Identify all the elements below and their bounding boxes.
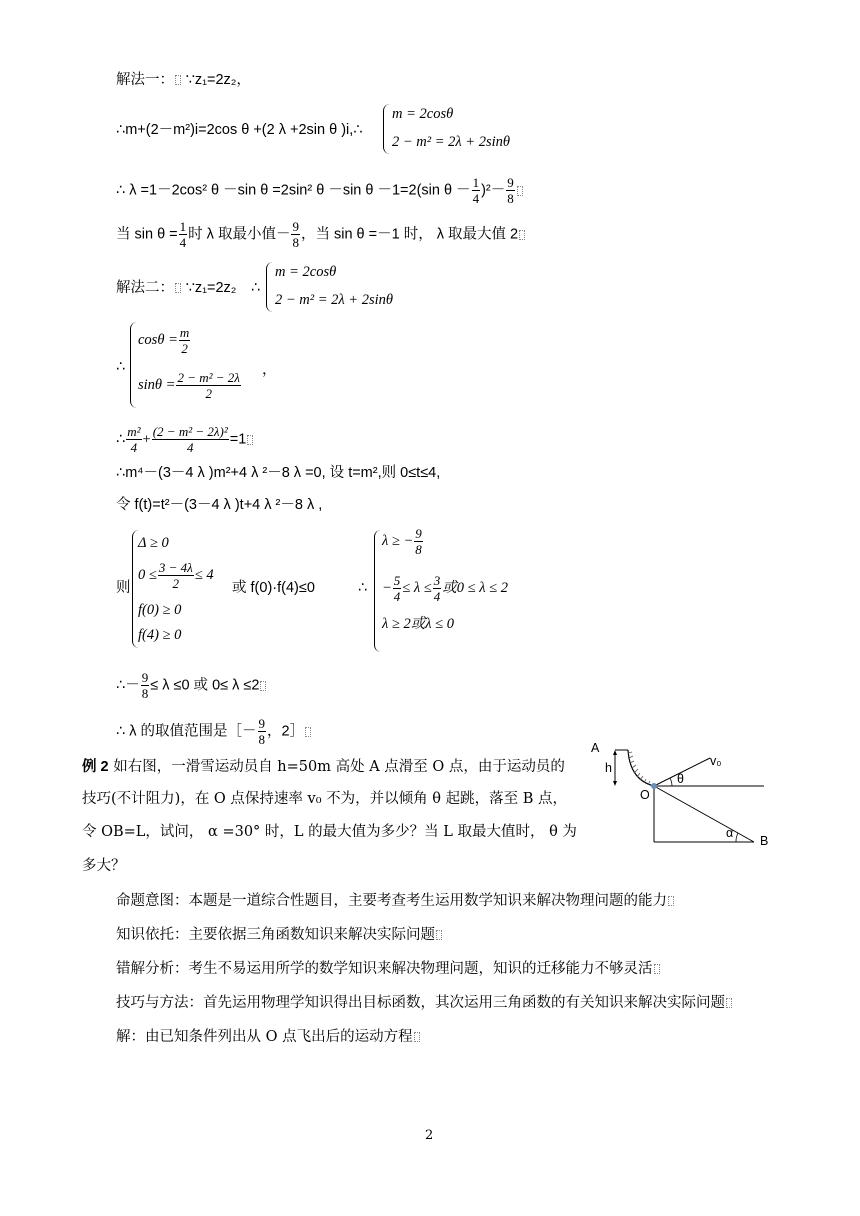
- basis-text: 知识依托：主要依据三角函数知识来解决实际问题: [116, 927, 435, 943]
- equation-text: sinθ =: [138, 376, 176, 393]
- system-5-row-3: λ ≥ 2或λ ≤ 0: [382, 616, 454, 632]
- denominator: 2: [179, 340, 190, 356]
- denominator: 2: [158, 575, 194, 591]
- label-h: h: [605, 761, 612, 775]
- paragraph-mark: [668, 896, 674, 906]
- equation-text: 或0 ≤ λ ≤ 2: [442, 579, 508, 596]
- system-3-top: [138, 325, 191, 356]
- system-4-row-1: Δ ≥ 0: [138, 535, 169, 551]
- equation-text: ≤ λ ≤: [402, 579, 432, 596]
- equation-text: ∴ λ 的取值范围是［－: [116, 723, 257, 740]
- solution1-label: 解法一：: [116, 72, 174, 88]
- ski-jump-figure: [588, 738, 778, 850]
- numerator: 9: [507, 175, 514, 190]
- paragraph-mark: [654, 964, 660, 974]
- denominator: 8: [507, 191, 514, 206]
- therefore-symbol: ∴: [358, 580, 368, 596]
- paragraph-mark: [519, 230, 525, 240]
- fraction: [152, 424, 229, 455]
- given-text: ∵z₁=2z₂: [185, 280, 237, 296]
- equation-text: 当 sin θ =: [116, 226, 178, 243]
- numerator: (2 − m² − 2λ)²: [152, 424, 228, 439]
- fraction: [179, 325, 190, 356]
- numerator: 3 − 4λ: [158, 560, 193, 575]
- denominator: 8: [415, 542, 422, 557]
- denominator: 4: [393, 589, 401, 604]
- fraction: [179, 219, 188, 250]
- equation-text: λ ≥ −: [382, 532, 414, 549]
- denominator: 8: [258, 732, 266, 747]
- equation-text: ，当 sin θ =－1 时， λ 取最大值 2: [300, 226, 519, 243]
- equation-text: ，2］: [267, 723, 305, 740]
- label-theta: θ: [677, 772, 684, 786]
- therefore-symbol: ∴: [116, 359, 126, 375]
- example2-line-2: 技巧(不计阻力)，在 O 点保持速率 v₀ 不为，并以倾角 θ 起跳，落至 B 点，: [82, 791, 567, 807]
- solution1-line: [116, 70, 251, 90]
- fraction: [158, 560, 194, 591]
- system-4-row-4: f(4) ≥ 0: [138, 627, 182, 643]
- range-result: [116, 716, 311, 747]
- or-condition: 或 f(0)·f(4)≤0: [232, 580, 315, 596]
- equation-text: ∴－: [116, 677, 140, 694]
- equation-text: ≤ λ ≤0 或 0≤ λ ≤2: [150, 677, 260, 694]
- numerator: 2 − m² − 2λ: [177, 370, 240, 385]
- numerator: 9: [292, 219, 299, 234]
- therefore-symbol: ∴: [251, 280, 261, 296]
- equation-line-7: ∴ $\frac{\text{m²}}{4}$ + $\frac{\text{(2 − m² − 2λ)²}}{4}$ =1: [116, 424, 253, 455]
- equation-text: )²－: [481, 182, 506, 199]
- label-o: O: [640, 788, 650, 802]
- system-3-bottom: [138, 370, 242, 401]
- paragraph-mark: [726, 998, 732, 1008]
- equation-text: ≤ 4: [194, 566, 214, 583]
- equation-text: cosθ =: [138, 331, 178, 348]
- label-alpha: α: [726, 826, 734, 840]
- equation-text: ∴m+(2－m²)i=2cos θ +(2 λ +2sin θ )i,∴: [116, 122, 363, 138]
- error-text: 错解分析：考生不易运用所学的数学知识来解决物理问题，知识的迁移能力不够灵活: [116, 961, 653, 977]
- fraction: [176, 370, 240, 401]
- brace-system-1: [383, 104, 390, 154]
- numerator: 1: [179, 219, 187, 234]
- then-label: 则: [116, 580, 131, 596]
- point-o: [651, 783, 657, 789]
- system-2-top: m = 2cosθ: [275, 264, 337, 280]
- method-line: [116, 993, 732, 1013]
- intent-line: [116, 891, 674, 911]
- numerator: 1: [472, 175, 480, 190]
- intent-text: 命题意图：本题是一道综合性题目，主要考查考生运用数学知识来解决物理问题的能力: [116, 893, 667, 909]
- equation-text: ∴ λ =1－2cos² θ －sin θ =2sin² θ －sin θ －1=2(sin θ －: [116, 182, 471, 199]
- equation-line-11: [116, 670, 266, 701]
- equation-line-2: [116, 120, 363, 140]
- label-v0: v₀: [710, 754, 722, 768]
- fraction: [126, 424, 141, 455]
- denominator: 8: [141, 686, 149, 701]
- brace-system-2: [266, 262, 273, 312]
- example-label: 例 2: [82, 759, 109, 775]
- fraction: [433, 573, 442, 604]
- solution-line: [116, 1027, 420, 1047]
- numerator: 9: [258, 716, 266, 731]
- label-b: B: [760, 834, 769, 848]
- paragraph-mark: [414, 1032, 420, 1042]
- system-5-row-1: [382, 526, 424, 557]
- method-text: 技巧与方法：首先运用物理学知识得出目标函数，其次运用三角函数的有关知识来解决实际问题: [116, 995, 725, 1011]
- system-5-row-2: [382, 573, 508, 604]
- numerator: m: [179, 325, 190, 340]
- numerator: 5: [393, 573, 401, 588]
- denominator: 4: [179, 235, 187, 250]
- denominator: 4: [152, 439, 229, 455]
- solution-text: 解：由已知条件列出从 O 点飞出后的运动方程: [116, 1029, 413, 1045]
- equation-text: 0 ≤: [138, 566, 157, 583]
- slope-hatching: [628, 752, 650, 785]
- system-4-row-3: f(0) ≥ 0: [138, 602, 182, 618]
- slope-curve: [628, 750, 654, 786]
- theta-arc: [670, 778, 672, 786]
- denominator: 4: [126, 439, 141, 455]
- solution2-line: [116, 278, 260, 298]
- denominator: 4: [433, 589, 441, 604]
- example2-line-4: 多大？: [82, 858, 126, 874]
- example2-line-3: 令 OB=L，试问， α =30° 时，L 的最大值为多少？当 L 取最大值时， θ 为: [82, 824, 577, 840]
- denominator: 2: [176, 385, 240, 401]
- fraction: [506, 175, 515, 206]
- error-line: [116, 959, 660, 979]
- numerator: 9: [141, 670, 149, 685]
- system-4-row-2: [138, 560, 214, 591]
- denominator: 8: [292, 235, 299, 250]
- arrow-head-up: [613, 750, 617, 755]
- system-1-top: m = 2cosθ: [392, 106, 454, 122]
- equation-line-3: [116, 175, 523, 206]
- plus-sign: +: [142, 431, 151, 448]
- equation-line-8: ∴m⁴－(3－4 λ )m²+4 λ ²－8 λ =0, 设 t=m²,则 0≤t≤4,: [116, 465, 441, 481]
- comma: ，: [262, 362, 277, 378]
- page-number: 2: [425, 1128, 434, 1143]
- numerator: m²: [127, 424, 141, 439]
- basis-line: [116, 925, 442, 945]
- incline-line: [654, 786, 754, 842]
- paragraph-mark: [175, 75, 181, 85]
- numerator: 9: [415, 526, 422, 541]
- equation-line-9: 令 f(t)=t²－(3－4 λ )t+4 λ ²－8 λ ,: [116, 497, 323, 513]
- example-text: 如右图，一滑雪运动员自 h=50m 高处 A 点滑至 O 点，由于运动员的: [113, 759, 565, 775]
- alpha-arc: [736, 833, 738, 842]
- paragraph-mark: [517, 186, 523, 196]
- fraction: [472, 175, 481, 206]
- fraction: [258, 716, 267, 747]
- given-text: ∵z₁=2z₂，: [185, 72, 251, 88]
- example2-line-1: [82, 757, 565, 777]
- equation-text: −: [382, 579, 392, 596]
- solution2-label: 解法二：: [116, 280, 174, 296]
- brace-system-3: [130, 322, 137, 408]
- label-a: A: [591, 741, 600, 755]
- system-2-bottom: 2 − m² = 2λ + 2sinθ: [275, 292, 393, 308]
- fraction: [141, 670, 150, 701]
- paragraph-mark: [436, 930, 442, 940]
- brace-system-5: [374, 530, 381, 652]
- system-1-bottom: 2 − m² = 2λ + 2sinθ: [392, 134, 510, 150]
- paragraph-mark: [305, 727, 311, 737]
- denominator: 4: [472, 191, 480, 206]
- numerator: 3: [433, 573, 441, 588]
- equation-line-4: [116, 219, 525, 250]
- equation-text: 时 λ 取最小值－: [188, 226, 291, 243]
- paragraph-mark: [260, 681, 266, 691]
- arrow-head-down: [613, 781, 617, 786]
- equation-text: =1: [229, 431, 247, 448]
- paragraph-mark: [175, 283, 181, 293]
- fraction: [291, 219, 300, 250]
- paragraph-mark: [247, 435, 253, 445]
- fraction: [414, 526, 423, 557]
- fraction: [393, 573, 402, 604]
